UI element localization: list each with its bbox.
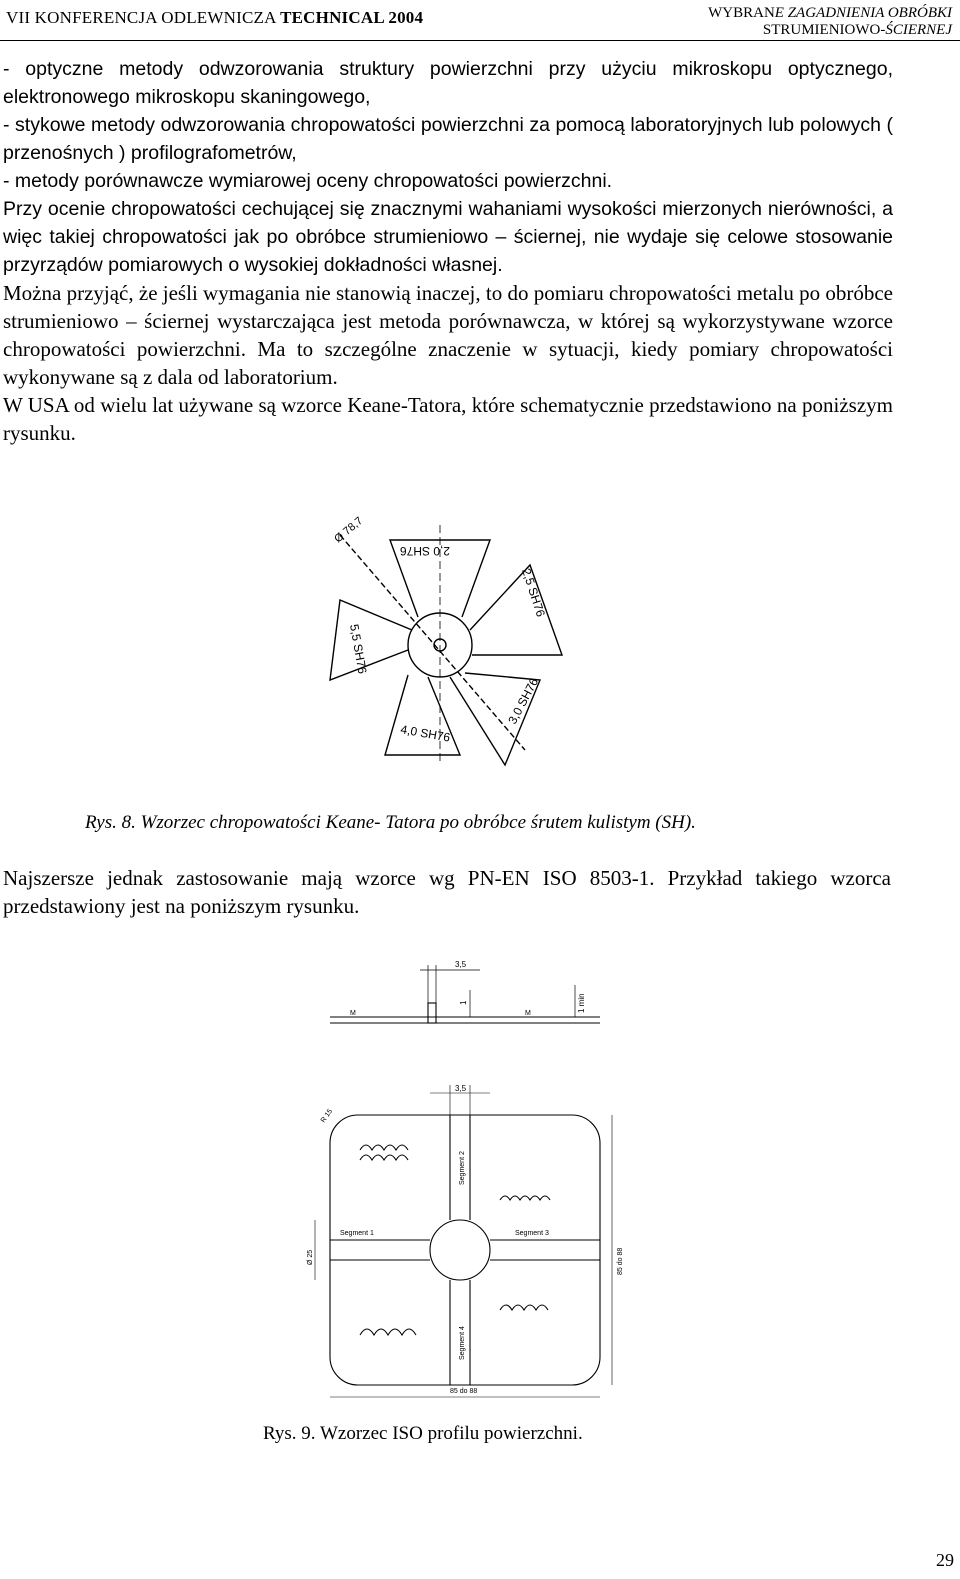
- body-text-top: [3, 55, 893, 447]
- paragraph: Przy ocenie chropowatości cechującej się znacznymi wahaniami wysokości mierzonych nierówności, a więc takiej chropowatości jak po obróbce strumieniowo – ściernej, nie wydaje się celowe stosowanie przyrządów pomiarowych o wysokiej dokładności własnej.: [3, 198, 893, 276]
- running-header-right: [708, 5, 952, 39]
- header-title-d: ŚCIERNEJ: [885, 22, 952, 38]
- header-title-b: E ZAGADNIENIA OBRÓBKI: [774, 5, 952, 21]
- label-petal-bottom-right: 3,0 SH76: [505, 675, 542, 727]
- page-number: 29: [936, 1550, 954, 1570]
- figure-keane-tator: [300, 505, 580, 775]
- label-petal-right: 2,5 SH76: [519, 566, 548, 619]
- paragraph: Można przyjąć, że jeśli wymagania nie stanowią inaczej, to do pomiaru chropowatości metalu po obróbce strumieniowo – ściernej wystarczająca jest metoda porównawcza, w której są wykorzystywane wzorce chropowatości powierzchni. Ma to szczególne znaczenie w sytuacji, kiedy pomiary chropowatości wykonywane są z dala od laboratorium.: [3, 281, 893, 389]
- figure-iso-comparator: [300, 955, 630, 1400]
- running-header-left: [6, 8, 423, 28]
- label-m-left: M: [350, 1010, 356, 1017]
- label-segment-1: Segment 1: [340, 1230, 374, 1237]
- header-title-a: WYBRAN: [708, 5, 775, 21]
- label-petal-top-a: 2,0 SH76: [399, 544, 450, 558]
- label-petal-bottom: 4,0 SH76: [399, 722, 452, 745]
- header-conference: VII KONFERENCJA ODLEWNICZA: [6, 8, 281, 27]
- label-petal-left: 5,5 SH76: [347, 623, 370, 675]
- label-segment-4: Segment 4: [459, 1326, 466, 1360]
- label-diameter: Ø 78,7: [332, 514, 366, 546]
- label-segment-3: Segment 3: [515, 1230, 549, 1237]
- figure8-caption: Rys. 8. Wzorzec chropowatości Keane- Tatora po obróbce śrutem kulistym (SH).: [85, 812, 696, 833]
- dim-3-5: 3,5: [455, 1084, 467, 1093]
- header-rule: [0, 40, 960, 41]
- label-side-dim: 85 do 88: [617, 1247, 624, 1275]
- list-item: - optyczne metody odwzorowania struktury powierzchni przy użyciu mikroskopu optycznego, elektronowego mikroskopu skaningowego,: [3, 58, 893, 108]
- dim-3-5-top: 3,5: [455, 960, 467, 969]
- paragraph: Najszersze jednak zastosowanie mają wzorce wg PN-EN ISO 8503-1. Przykład takiego wzorca przedstawiony jest na poniższym rysunku.: [3, 866, 891, 918]
- figure9-caption: Rys. 9. Wzorzec ISO profilu powierzchni.: [263, 1423, 583, 1444]
- dim-1min: 1 min: [577, 993, 586, 1013]
- body-text-middle: [3, 864, 891, 920]
- label-radius: R 15: [319, 1108, 335, 1125]
- label-bottom-dim: 85 do 88: [450, 1388, 478, 1395]
- dim-1: 1: [459, 1000, 468, 1005]
- header-conference-bold: TECHNICAL 2004: [280, 8, 424, 27]
- label-segment-2: Segment 2: [459, 1151, 466, 1185]
- list-item: - metody porównawcze wymiarowej oceny chropowatości powierzchni.: [3, 170, 613, 192]
- label-m-right: M: [525, 1010, 531, 1017]
- header-title-c: STRUMIENIOWO-: [762, 22, 886, 38]
- list-item: - stykowe metody odwzorowania chropowatości powierzchni za pomocą laboratoryjnych lub polowych ( przenośnych ) profilografometrów,: [3, 114, 893, 164]
- label-dia25: Ø 25: [307, 1249, 314, 1265]
- paragraph: W USA od wielu lat używane są wzorce Keane-Tatora, które schematycznie przedstawiono na poniższym rysunku.: [3, 393, 893, 445]
